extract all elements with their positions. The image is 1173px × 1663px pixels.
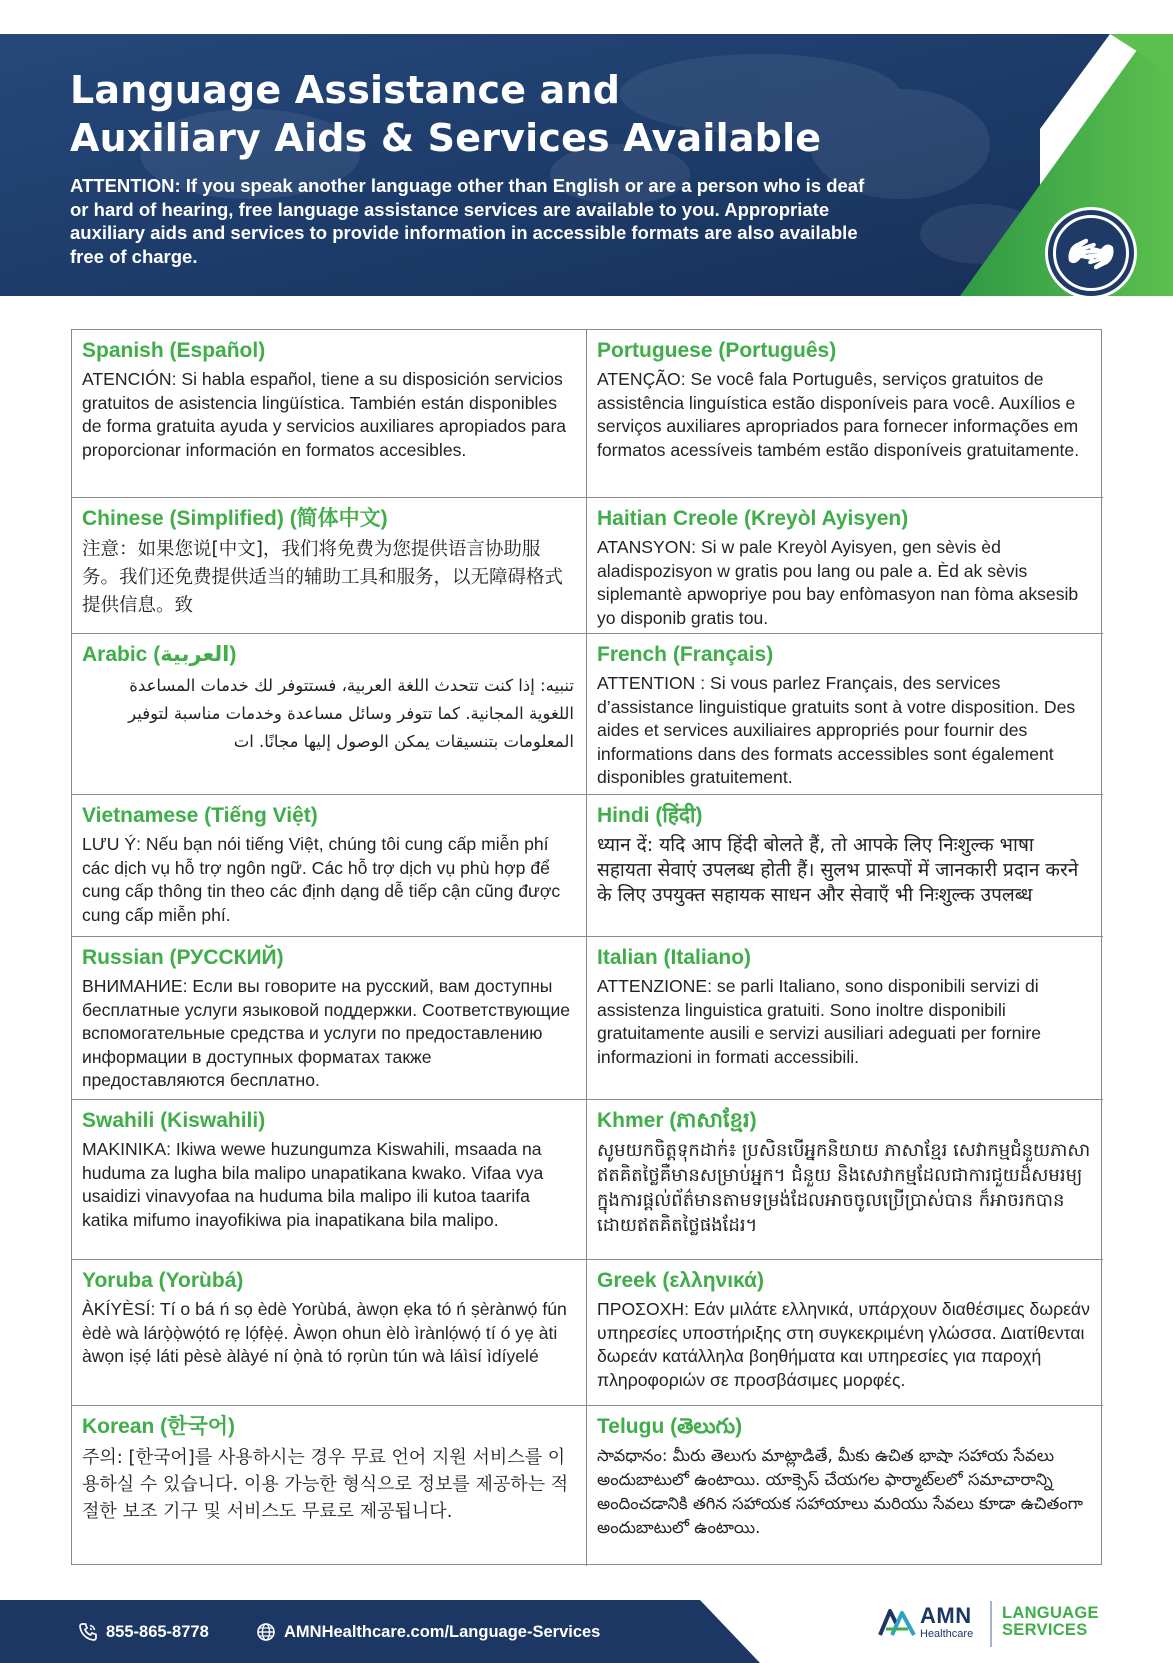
language-title: Yoruba (Yorùbá) <box>82 1269 244 1292</box>
logo-services-line: SERVICES <box>1002 1621 1088 1639</box>
language-notice: ATTENTION : Si vous parlez Français, des services d’assistance linguistique gratuits sont à votre disposition. Des aides et services auxiliaires appropriés pour fournir des informations dans des formats accessibles sont également disponibles gratuitement. <box>597 673 1076 788</box>
language-notice: ΠΡΟΣΟΧΗ: Εάν μιλάτε ελληνικά, υπάρχουν διαθέσιμες δωρεάν υπηρεσίες υποστήριξης στη συγκεκριμένη γλώσσα. Διατίθενται δωρεάν κατάλληλα βοηθήματα και υπηρεσίες για παροχή πληροφοριών σε προσβάσιμες μορφές. <box>597 1299 1090 1390</box>
globe-icon <box>256 1622 276 1642</box>
language-cell-portuguese <box>587 330 1103 498</box>
language-title: Russian (РУССКИЙ) <box>82 946 284 969</box>
language-cell-russian <box>72 937 587 1100</box>
logo-language-line: LANGUAGE <box>1002 1604 1099 1622</box>
website-link: AMNHealthcare.com/Language-Services <box>284 1622 601 1641</box>
language-cell-swahili <box>72 1100 587 1260</box>
language-cell-vietnamese <box>72 795 587 937</box>
logo-subtitle: Healthcare <box>920 1628 974 1640</box>
amn-language-services-logo <box>878 1597 1138 1653</box>
logo-wordmark: AMN <box>920 1603 972 1628</box>
footer-website[interactable] <box>256 1620 600 1644</box>
language-cell-greek <box>587 1260 1103 1406</box>
language-title: Arabic (العربية) <box>82 643 237 666</box>
language-title: Haitian Creole (Kreyòl Ayisyen) <box>597 507 909 530</box>
language-cell-hindi <box>587 795 1103 937</box>
language-title: Korean (한국어) <box>82 1415 236 1438</box>
language-title: Telugu (తెలుగు) <box>597 1415 743 1438</box>
phone-icon <box>78 1622 98 1642</box>
language-cell-telugu <box>587 1406 1103 1566</box>
footer-phone[interactable] <box>78 1620 209 1644</box>
logo-language-services <box>1002 1605 1099 1639</box>
page-title <box>70 66 890 162</box>
logo-divider <box>990 1601 992 1647</box>
attention-notice: ATTENTION: If you speak another language other than English or are a person who is deaf or hard of hearing, free language assistance services are available to you. Appropriate auxiliary aids and services to provide information in accessible formats are also available free of charge. <box>70 175 865 267</box>
language-notice: ATENÇÃO: Se você fala Português, serviços gratuitos de assistência linguística estão disponíveis para você. Auxílios e serviços auxiliares apropriados para fornecer informações em formatos acessíveis também estão disponíveis gratuitamente. <box>597 369 1080 460</box>
language-title: French (Français) <box>597 643 774 666</box>
language-cell-italian <box>587 937 1103 1100</box>
language-title: Spanish (Español) <box>82 339 266 362</box>
language-title: Chinese (Simplified) (简体中文) <box>82 507 388 530</box>
language-cell-chinese <box>72 498 587 634</box>
language-title: Vietnamese (Tiếng Việt) <box>82 804 318 827</box>
language-notice: సావధానం: మీరు తెలుగు మాట్లాడితే, మీకు ఉచిత భాషా సహాయ సేవలు అందుబాటులో ఉంటాయి. యాక్సెస్ చేయగల ఫార్మాట్‌లలో సమాచారాన్ని అందించడానికి తగిన సహాయక సహాయాలు మరియు సేవలు కూడా ఉచితంగా అందుబాటులో ఉంటాయి. <box>597 1446 1083 1537</box>
language-notice: ВНИМАНИЕ: Если вы говорите на русский, вам доступны бесплатные услуги языковой поддержки. Соответствующие вспомогательные средства и услуги по предоставлению информации в доступных форматах также предоставляются бесплатно. <box>82 976 571 1091</box>
title-line-1: Language Assistance and <box>70 68 621 112</box>
language-notice: ATENCIÓN: Si habla español, tiene a su disposición servicios gratuitos de asistencia lingüística. También están disponibles de forma gratuita ayuda y servicios auxiliares apropiados para proporcionar información en formatos accesibles. <box>82 369 567 460</box>
language-cell-yoruba <box>72 1260 587 1406</box>
language-title: Hindi (हिंदी) <box>597 804 703 827</box>
language-notice: MAKINIKA: Ikiwa wewe huzungumza Kiswahili, msaada na huduma za lugha bila malipo unapatikana kwako. Vifaa vya usaidizi vinavyofaa na huduma bila malipo ili kutoa taarifa katika mifumo inayofikiwa pia inapatikana bila malipo. <box>82 1139 544 1230</box>
language-cell-arabic <box>72 634 587 795</box>
language-title: Khmer (ភាសាខ្មែរ) <box>597 1109 757 1132</box>
language-cell-spanish <box>72 330 587 498</box>
language-notice: LƯU Ý: Nếu bạn nói tiếng Việt, chúng tôi cung cấp miễn phí các dịch vụ hỗ trợ ngôn ngữ. Các hỗ trợ dịch vụ phù hợp để cung cấp thông tin theo các định dạng dễ tiếp cận cũng được cung cấp miễn phí. <box>82 834 561 925</box>
language-cell-khmer <box>587 1100 1103 1260</box>
sign-language-badge <box>1045 207 1137 299</box>
language-notice: ATTENZIONE: se parli Italiano, sono disponibili servizi di assistenza linguistica gratuiti. Sono inoltre disponibili gratuitamente ausili e servizi ausiliari adeguati per fornire informazioni in formati accessibili. <box>597 976 1041 1067</box>
amn-logo-mark-icon <box>878 1605 916 1641</box>
language-notice: 注意：如果您说[中文]，我们将免费为您提供语言协助服务。我们还免费提供适当的辅助工具和服务，以无障碍格式提供信息。致 <box>82 539 564 616</box>
language-title: Swahili (Kiswahili) <box>82 1109 266 1132</box>
language-cell-french <box>587 634 1103 795</box>
language-notice: ध्यान दें: यदि आप हिंदी बोलते हैं, तो आपके लिए निःशुल्क भाषा सहायता सेवाएं उपलब्ध होती हैं। सुलभ प्रारूपों में जानकारी प्रदान करने के लिए उपयुक्त सहायक साधन और सेवाएँ भी निःशुल्क उपलब्ध <box>597 834 1079 906</box>
language-cell-korean <box>72 1406 587 1566</box>
language-notice: ATANSYON: Si w pale Kreyòl Ayisyen, gen sèvis èd aladispozisyon w gratis pou lang ou pale a. Èd ak sèvis siplemantè apwopriye pou bay enfòmasyon nan fòma aksesib yo disponib gratis tou. <box>597 537 1079 628</box>
language-notice: 주의: [한국어]를 사용하시는 경우 무료 언어 지원 서비스를 이용하실 수 있습니다. 이용 가능한 형식으로 정보를 제공하는 적절한 보조 기구 및 서비스도 무료로 제공됩니다. <box>82 1447 569 1522</box>
language-title: Italian (Italiano) <box>597 946 752 969</box>
language-grid <box>71 329 1102 1565</box>
language-notice: ÀKÍYÈSÍ: Tí o bá ń sọ èdè Yorùbá, àwọn ẹka tó ń ṣèrànwọ́ fún èdè wà lárọ̀ọ̀wọ́tó rẹ lọ́fẹ̀ẹ́. Àwọn ohun èlò ìrànlọ́wọ́ tí ó yẹ àti àwọn iṣẹ́ láti pèsè àlàyé ní ọ̀nà tó rọrùn tún wà láìsí ìdíyelé <box>82 1299 567 1367</box>
language-title: Greek (ελληνικά) <box>597 1269 764 1292</box>
language-cell-haitian-creole <box>587 498 1103 634</box>
title-line-2: Auxiliary Aids & Services Available <box>70 116 822 160</box>
language-notice: សូមយកចិត្តទុកដាក់៖ ប្រសិនបើអ្នកនិយាយ ភាសាខ្មែរ សេវាកម្មជំនួយភាសាឥតគិតថ្លៃគឺមានសម្រាប់អ្នក។ ជំនួយ និងសេវាកម្មដែលជាការជួយដ៏សមរម្យ ក្នុងការផ្តល់ព័ត៌មានតាមទម្រង់ដែលអាចចូលប្រើប្រាស់បាន ក៏អាចរកបានដោយឥតគិតថ្លៃផងដែរ។ <box>597 1140 1091 1236</box>
header-text <box>70 66 890 268</box>
phone-number: 855-865-8778 <box>106 1622 209 1641</box>
language-title: Portuguese (Português) <box>597 339 837 362</box>
header-banner <box>0 34 1173 296</box>
language-notice: تنبيه: إذا كنت تتحدث اللغة العربية، فستتوفر لك خدمات المساعدة اللغوية المجانية. كما تتوفر وسائل مساعدة وخدمات مناسبة لتوفير المعلومات بتنسيقات يمكن الوصول إليها مجانًا. ات <box>128 676 574 751</box>
sign-language-icon <box>1065 231 1117 275</box>
